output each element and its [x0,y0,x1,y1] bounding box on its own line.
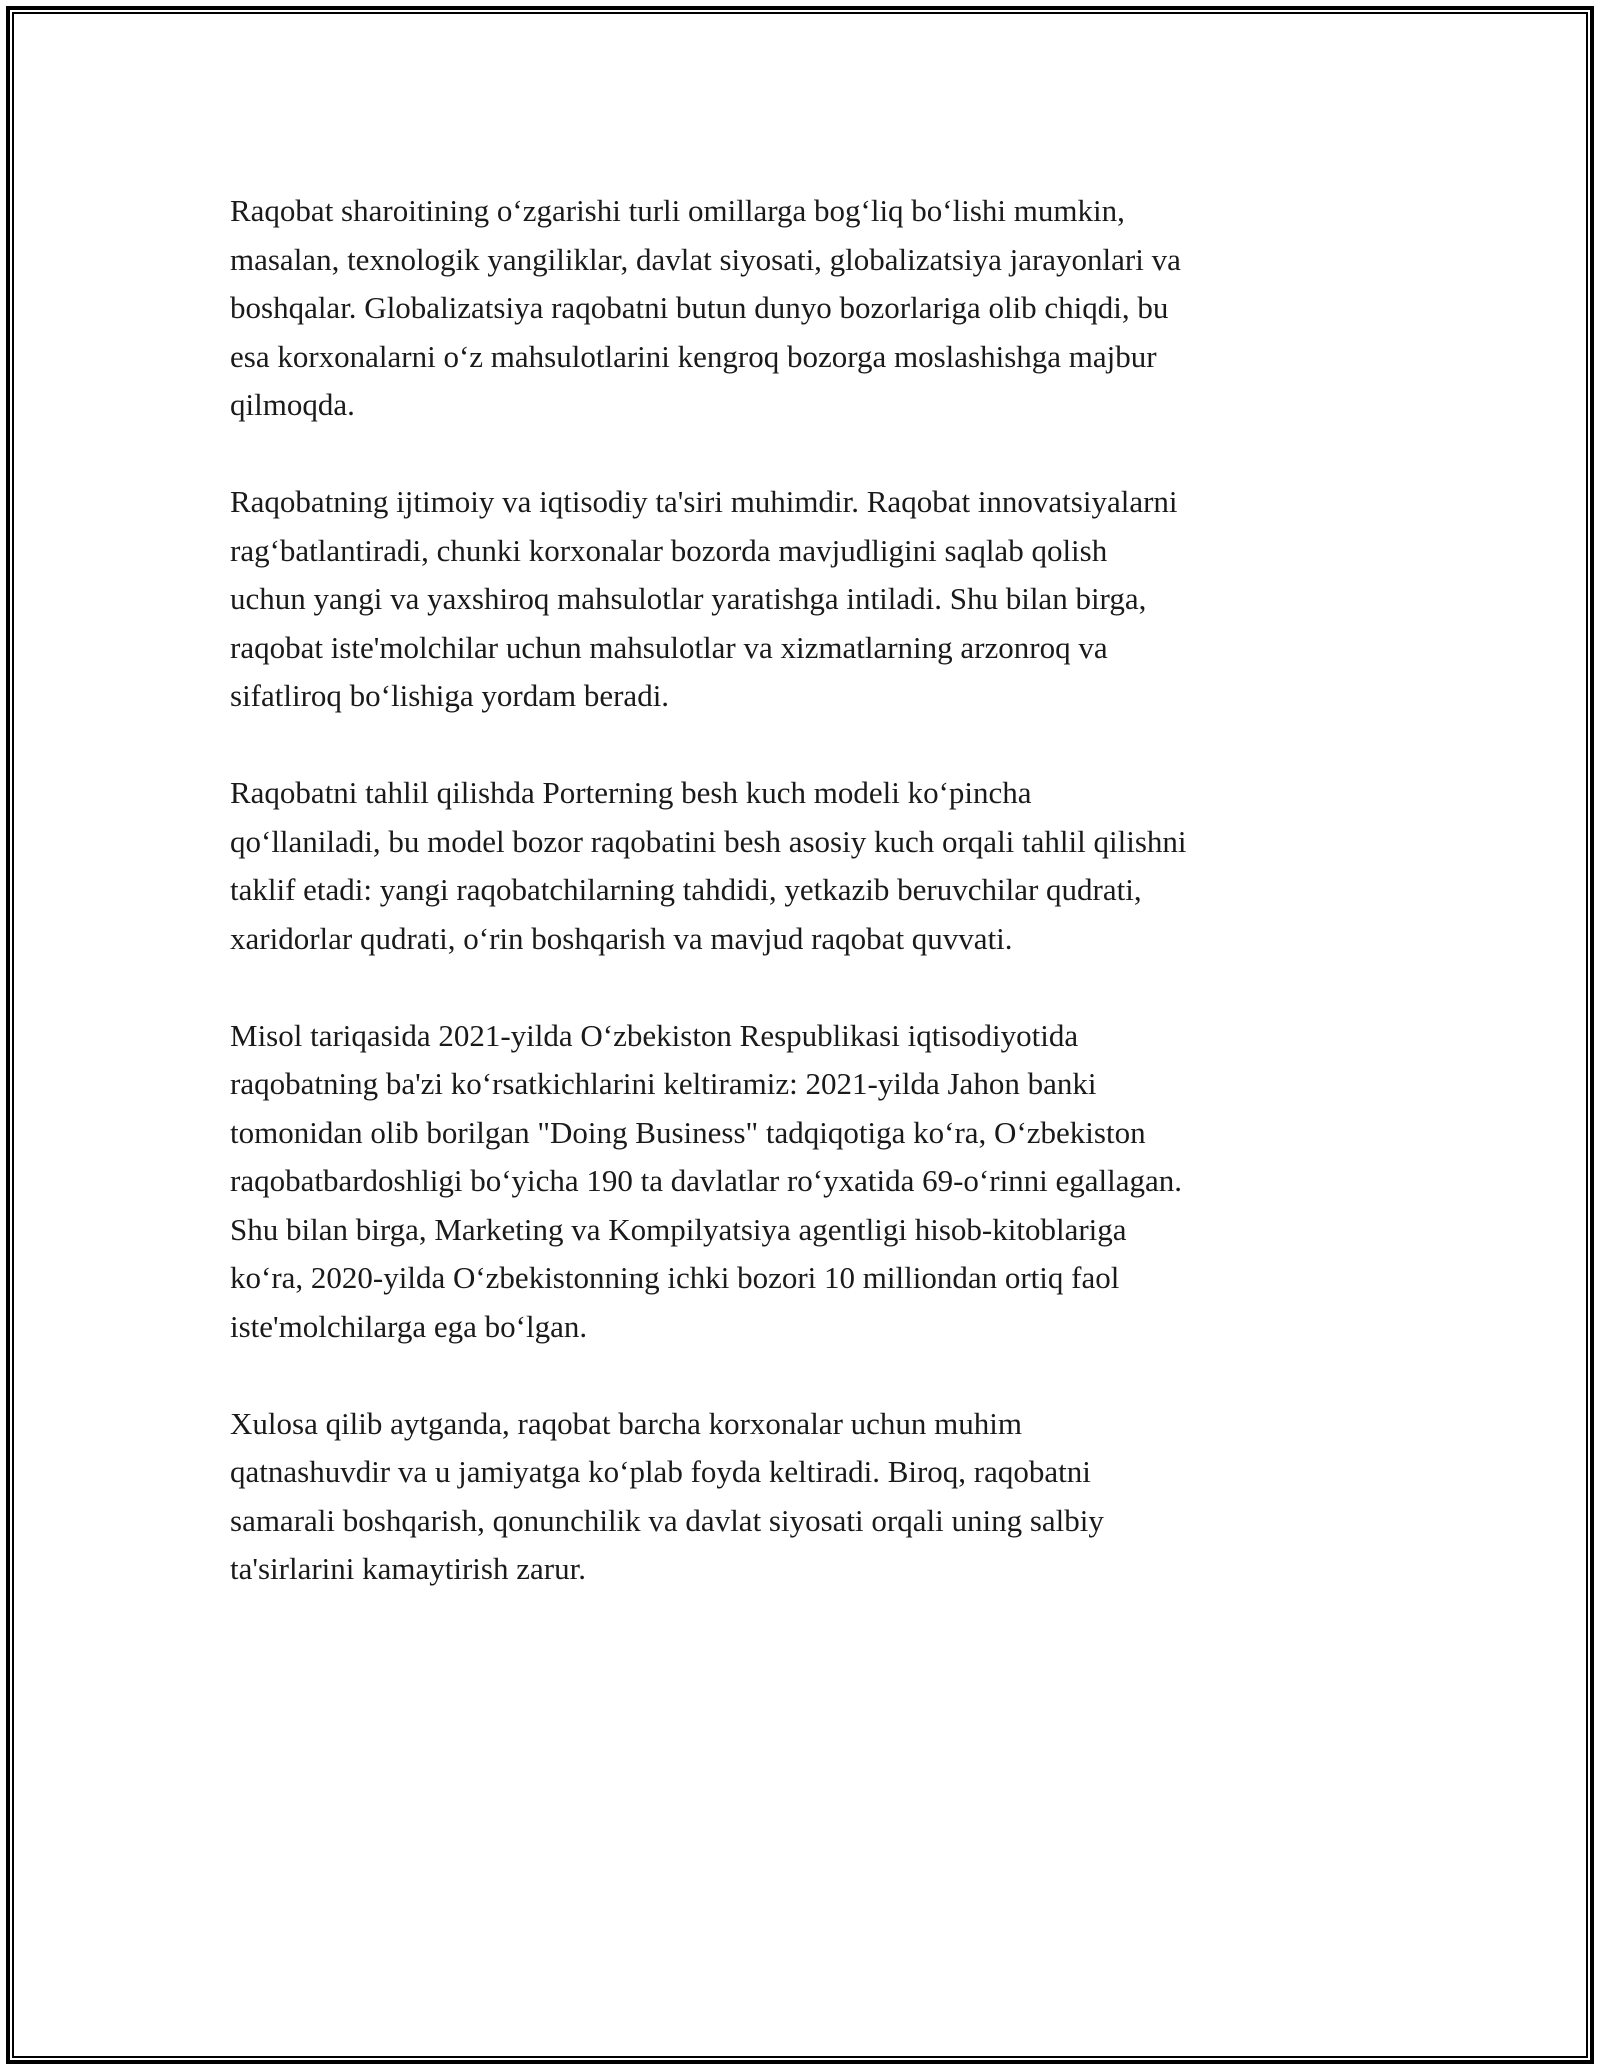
paragraph: Misol tariqasida 2021-yilda O‘zbekiston Respublikasi iqtisodiyotida raqobatning ba'zi ko‘rsatkichlarini keltiramiz: 2021-yilda Jahon banki tomonidan olib borilgan "Doing Business" tadqiqotiga ko‘ra, O‘zbekiston raqobatbardoshligi bo‘yicha 190 ta davlatlar ro‘yxatida 69-o‘rinni egallagan. Shu bilan birga, Marketing va Kompilyatsiya agentligi hisob-kitoblariga ko‘ra, 2020-yilda O‘zbekistonning ichki bozori 10 milliondan ortiq faol iste'molchilarga ega bo‘lgan. [230,1017,1183,1344]
paragraph: Raqobat sharoitining o‘zgarishi turli omillarga bog‘liq bo‘lishi mumkin, masalan, texnologik yangiliklar, davlat siyosati, globalizatsiya jarayonlari va boshqalar. Globalizatsiya raqobatni butun dunyo bozorlariga olib chiqdi, bu esa korxonalarni o‘z mahsulotlarini kengroq bozorga moslashishga majbur qilmoqda. [230,193,1181,422]
paragraph: Xulosa qilib aytganda, raqobat barcha korxonalar uchun muhim qatnashuvdir va u jamiyatga ko‘plab foyda keltiradi. Biroq, raqobatni samarali boshqarish, qonunchilik va davlat siyosati orqali uning salbiy ta'sirlarini kamaytirish zarur. [230,1405,1104,1586]
document-body [230,187,1390,1642]
paragraph: Raqobatni tahlil qilishda Porterning besh kuch modeli ko‘pincha qo‘llaniladi, bu model bozor raqobatini besh asosiy kuch orqali tahlil qilishni taklif etadi: yangi raqobatchilarning tahdidi, yetkazib beruvchilar qudrati, xaridorlar qudrati, o‘rin boshqarish va mavjud raqobat quvvati. [230,775,1187,956]
paragraph: Raqobatning ijtimoiy va iqtisodiy ta'siri muhimdir. Raqobat innovatsiyalarni rag‘batlantiradi, chunki korxonalar bozorda mavjudligini saqlab qolish uchun yangi va yaxshiroq mahsulotlar yaratishga intiladi. Shu bilan birga, raqobat iste'molchilar uchun mahsulotlar va xizmatlarning arzonroq va sifatliroq bo‘lishiga yordam beradi. [230,484,1178,713]
